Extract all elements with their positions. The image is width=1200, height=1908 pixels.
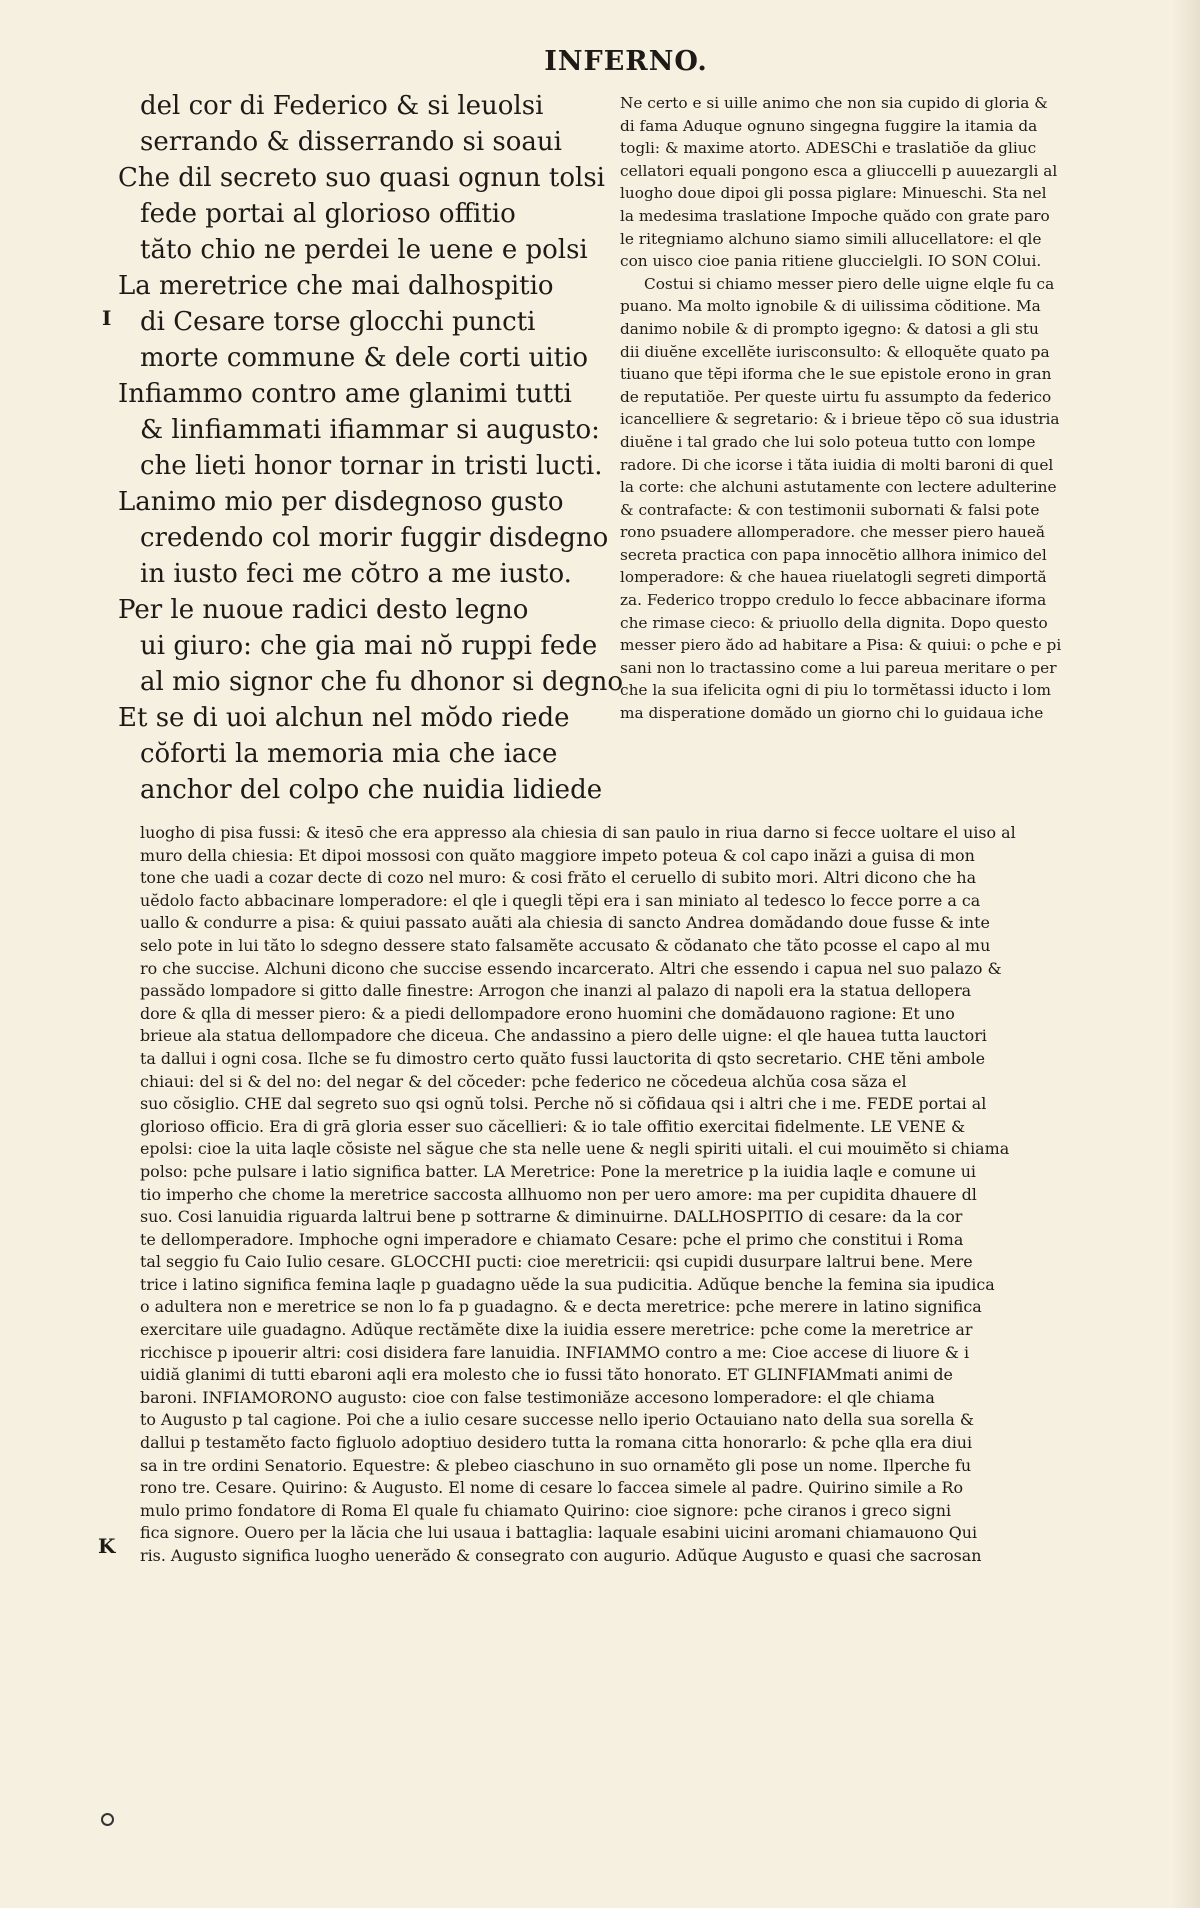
commentary-line: mulo primo fondatore di Roma El quale fu chiamato Quirino: cioe signore: pche ciranos i greco signi: [140, 1500, 952, 1520]
commentary-line: messer piero ădo ad habitare a Pisa: & quiui: o pche e pi: [620, 636, 1062, 655]
verse-line: Et se di uoi alchun nel mŏdo riede: [118, 703, 570, 733]
verse-line: serrando & disserrando si soaui: [140, 127, 562, 157]
commentary-line: brieue ala statua dellompadore che diceua. Che andassino a piero delle uigne: el qle hauea tutta lauctori: [140, 1026, 987, 1046]
verse-line: La meretrice che mai dalhospitio: [118, 271, 554, 301]
commentary-line: tio imperho che chome la meretrice saccosta allhuomo non per uero amore: ma per cupidita dhauere dl: [140, 1184, 977, 1204]
commentary-line: fica signore. Ouero per la lăcia che lui usaua i battaglia: laquale esabini uicini aromani chiamauono Qui: [140, 1523, 978, 1543]
commentary-line: cellatori equali pongono esca a gliuccelli p auuezargli al: [620, 161, 1058, 180]
verse-line: tăto chio ne perdei le uene e polsi: [140, 235, 588, 265]
commentary-line: epolsi: cioe la uita laqle cŏsiste nel săgue che sta nelle uene & negli spiriti uitali. el cui mouimĕto si chiama: [140, 1139, 1010, 1159]
commentary-line: puano. Ma molto ignobile & di uilissima cŏditione. Ma: [620, 297, 1041, 316]
commentary-line: luogho doue dipoi gli possa piglare: Minueschi. Sta nel: [620, 184, 1047, 203]
verse-line: Che dil secreto suo quasi ognun tolsi: [118, 163, 605, 193]
verse-line: Infiammo contro ame glanimi tutti: [118, 379, 572, 409]
margin-dot-mark: [101, 1813, 114, 1826]
verse-line: cŏforti la memoria mia che iace: [140, 739, 558, 769]
commentary-line: ta dallui i ogni cosa. Ilche se fu dimostro certo quăto fussi lauctorita di qsto secretario. CHE tĕni ambole: [140, 1048, 986, 1068]
commentary-line: che rimase cieco: & priuollo della dignita. Dopo questo: [620, 613, 1048, 632]
commentary-line: rono psuadere allomperadore. che messer piero haueă: [620, 523, 1046, 542]
commentary-line: polso: pche pulsare i latio significa batter. LA Meretrice: Pone la meretrice p la iuidia laqle e comune ui: [140, 1161, 977, 1181]
commentary-line: chiaui: del si & del no: del negar & del cŏceder: pche federico ne cŏcedeua alchŭa cosa săza el: [140, 1071, 907, 1091]
verse-line: Per le nuoue radici desto legno: [118, 595, 529, 625]
commentary-line: Costui si chiamo messer piero delle uigne elqle fu ca: [644, 274, 1055, 293]
commentary-line: con uisco cioe pania ritiene gluccielgli. IO SON COlui.: [620, 252, 1042, 271]
commentary-full-width: [140, 822, 1160, 1568]
commentary-line: danimo nobile & di prompto igegno: & datosi a gli stu: [620, 319, 1039, 338]
commentary-line: che la sua ifelicita ogni di piu lo tormĕtassi iducto i lom: [620, 681, 1052, 700]
commentary-line: icancelliere & segretario: & i brieue tĕpo cŏ sua idustria: [620, 410, 1060, 429]
verse-line: & linfiammati ifiammar si augusto:: [140, 415, 600, 445]
verse-line: di Cesare torse glocchi puncti: [140, 307, 536, 337]
commentary-line: sani non lo tractassino come a lui pareua meritare o per: [620, 658, 1057, 677]
verse-line: anchor del colpo che nuidia lidiede: [140, 775, 603, 805]
commentary-line: Ne certo e si uille animo che non sia cupido di gloria &: [620, 94, 1048, 112]
commentary-line: diuĕne i tal grado che lui solo poteua tutto con lompe: [620, 432, 1036, 451]
commentary-line: suo. Cosi lanuidia riguarda laltrui bene p sottrarne & diminuirne. DALLHOSPITIO di cesare: da la cor: [140, 1207, 963, 1227]
commentary-line: tal seggio fu Caio Iulio cesare. GLOCCHI pucti: cioe meretricii: qsi cupidi dusurpare laltrui bene. Mere: [140, 1252, 973, 1272]
commentary-line: o adultera non e meretrice se non lo fa p guadagno. & e decta meretrice: pche merere in latino significa: [140, 1297, 982, 1317]
verse-line: al mio signor che fu dhonor si degno: [140, 667, 624, 697]
verse-line: credendo col morir fuggir disdegno: [140, 523, 609, 553]
commentary-line: uallo & condurre a pisa: & quiui passato auăti ala chiesia di sancto Andrea domădando doue fusse & inte: [140, 913, 990, 933]
commentary-line: ma disperatione domădo un giorno chi lo guidaua iche: [620, 704, 1044, 723]
commentary-line: rono tre. Cesare. Quirino: & Augusto. El nome di cesare lo faccea simele al padre. Quirino simile a Ro: [140, 1478, 964, 1498]
commentary-line: glorioso officio. Era di grā gloria esser suo căcellieri: & io tale offitio exercitai fidelmente. LE VENE &: [140, 1116, 966, 1136]
commentary-line: tiuano que tĕpi iforma che le sue epistole erono in gran: [620, 365, 1052, 384]
verse-line: ui giuro: che gia mai nŏ ruppi fede: [140, 631, 598, 661]
commentary-line: za. Federico troppo credulo lo fecce abbacinare iforma: [620, 591, 1047, 610]
commentary-line: secreta practica con papa innocĕtio allhora inimico del: [620, 545, 1047, 564]
commentary-line: to Augusto p tal cagione. Poi che a iulio cesare successe nello iperio Octauiano nato della sua sorella &: [140, 1410, 974, 1430]
verse-line: Lanimo mio per disdegnoso gusto: [118, 487, 564, 517]
commentary-line: suo cŏsiglio. CHE dal segreto suo qsi ognŭ tolsi. Perche nŏ si cŏfidaua qsi i altri che i me. FEDE portai al: [140, 1094, 987, 1114]
verse-line: che lieti honor tornar in tristi lucti.: [140, 451, 603, 481]
marginal-letter-k: K: [98, 1534, 116, 1558]
page-header: [0, 46, 1200, 77]
commentary-line: & contrafacte: & con testimonii subornati & falsi pote: [620, 500, 1040, 519]
commentary-line: te dellomperadore. Imphoche ogni imperadore e chiamato Cesare: pche el primo che constitui i Roma: [140, 1229, 964, 1249]
commentary-line: baroni. INFIAMORONO augusto: cioe con false testimoniăze accesono lomperadore: el qle chiama: [140, 1387, 935, 1407]
commentary-line: exercitare uile guadagno. Adŭque rectămĕte dixe la iuidia essere meretrice: pche come la meretrice ar: [140, 1320, 973, 1340]
verse-column: [118, 88, 624, 808]
commentary-line: dore & qlla di messer piero: & a piedi dellompadore erono huomini che domădauono ragione: Et uno: [140, 1003, 955, 1023]
commentary-right-column: [620, 92, 1160, 725]
commentary-line: radore. Di che icorse i tăta iuidia di molti baroni di quel: [620, 455, 1054, 474]
commentary-line: uidiă glanimi di tutti ebaroni aqli era molesto che io fussi tăto honorato. ET GLINFIAMmati animi de: [140, 1365, 953, 1385]
commentary-line: uĕdolo facto abbacinare lomperadore: el qle i quegli tĕpi era i san miniato al tedesco lo fecce porre a ca: [140, 890, 981, 910]
commentary-line: tone che uadi a cozar decte di cozo nel muro: & cosi frăto el ceruello di subito mori. Altri dicono che ha: [140, 868, 977, 888]
commentary-line: muro della chiesia: Et dipoi mossosi con quăto maggiore impeto poteua & col capo inăzi a guisa di mon: [140, 845, 975, 865]
commentary-line: ro che succise. Alchuni dicono che succise essendo incarcerato. Altri che essendo i capua nel suo palazo &: [140, 958, 1002, 978]
verse-line: in iusto feci me cŏtro a me iusto.: [140, 559, 572, 589]
commentary-line: lomperadore: & che hauea riuelatogli segreti dimportă: [620, 568, 1047, 587]
commentary-line: passădo lompadore si gitto dalle finestre: Arrogon che inanzi al palazo di napoli era la statua dellopera: [140, 981, 972, 1001]
commentary-line: ris. Augusto significa luogho uenerădo & consegrato con augurio. Adŭque Augusto e quasi che sacrosan: [140, 1546, 982, 1565]
commentary-line: selo pote in lui tăto lo sdegno dessere stato falsamĕte accusato & cŏdanato che tăto pcosse el capo al mu: [140, 935, 991, 955]
commentary-line: de reputatiŏe. Per queste uirtu fu assumpto da federico: [620, 387, 1052, 406]
running-title: INFERNO.: [544, 46, 708, 77]
commentary-line: dii diuĕne excellĕte iurisconsulto: & elloquĕte quato pa: [620, 342, 1050, 361]
commentary-line: la medesima traslatione Impoche quădo con grate paro: [620, 206, 1050, 225]
commentary-line: le ritegniamo alchuno siamo simili allucellatore: el qle: [620, 229, 1042, 248]
commentary-line: sa in tre ordini Senatorio. Equestre: & plebeo ciaschuno in suo ornamĕto gli pose un nome. Ilperche fu: [140, 1455, 972, 1475]
marginal-letter-i: I: [102, 306, 112, 330]
verse-line: fede portai al glorioso offitio: [140, 199, 516, 229]
commentary-line: dallui p testamĕto facto figluolo adoptiuo desidero tutta la romana citta honorarlo: & pche qlla era diui: [140, 1433, 973, 1453]
commentary-line: trice i latino significa femina laqle p guadagno uĕde la sua pudicitia. Adŭque benche la femina sia ipudica: [140, 1274, 995, 1294]
verse-line: morte commune & dele corti uitio: [140, 343, 589, 373]
commentary-line: di fama Aduque ognuno singegna fuggire la itamia da: [620, 116, 1038, 135]
commentary-line: togli: & maxime atorto. ADESChi e traslatiŏe da gliuc: [620, 139, 1037, 158]
commentary-line: ricchisce p ipouerir altri: cosi disidera fare lanuidia. INFIAMMO contro a me: Cioe accese di liuore & i: [140, 1342, 970, 1362]
page-edge-shadow: [1172, 0, 1200, 1908]
commentary-line: luogho di pisa fussi: & itesō che era appresso ala chiesia di san paulo in riua darno si fecce uoltare el uiso al: [140, 823, 1016, 842]
verse-line: del cor di Federico & si leuolsi: [140, 91, 544, 121]
commentary-line: la corte: che alchuni astutamente con lectere adulterine: [620, 478, 1057, 497]
